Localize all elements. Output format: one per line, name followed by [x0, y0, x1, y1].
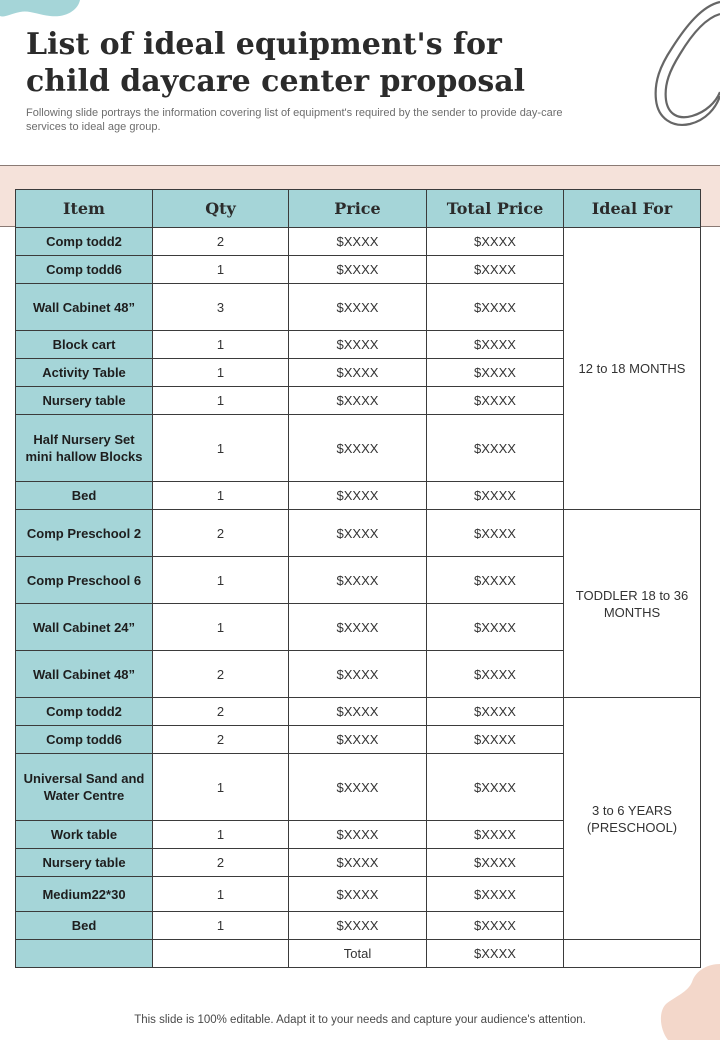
footer-note: This slide is 100% editable. Adapt it to your needs and capture your audience's attention.	[134, 1014, 586, 1026]
total-price-cell: $XXXX	[427, 331, 564, 359]
price-cell: $XXXX	[289, 698, 427, 726]
total-price-cell: $XXXX	[427, 698, 564, 726]
item-cell: Bed	[16, 912, 153, 940]
total-price-cell: $XXXX	[427, 415, 564, 482]
total-price-cell: $XXXX	[427, 359, 564, 387]
qty-cell: 2	[153, 726, 289, 754]
price-cell: $XXXX	[289, 415, 427, 482]
column-header-item: Item	[16, 190, 153, 228]
qty-cell: 2	[153, 228, 289, 256]
item-cell: Nursery table	[16, 849, 153, 877]
item-cell: Wall Cabinet 24”	[16, 604, 153, 651]
total-price-cell: $XXXX	[427, 821, 564, 849]
qty-cell: 1	[153, 821, 289, 849]
total-price-cell: $XXXX	[427, 849, 564, 877]
total-price-cell: $XXXX	[427, 912, 564, 940]
total-price-cell: $XXXX	[427, 228, 564, 256]
table-row	[16, 698, 701, 726]
qty-cell: 2	[153, 849, 289, 877]
item-cell: Comp todd2	[16, 698, 153, 726]
price-cell: $XXXX	[289, 331, 427, 359]
item-cell: Comp todd2	[16, 228, 153, 256]
qty-cell: 1	[153, 331, 289, 359]
total-price-cell: $XXXX	[427, 256, 564, 284]
item-cell: Universal Sand and Water Centre	[16, 754, 153, 821]
decorative-loop-outline	[620, 0, 720, 150]
total-price-cell: $XXXX	[427, 754, 564, 821]
price-cell: $XXXX	[289, 912, 427, 940]
table-row	[16, 228, 701, 256]
item-cell: Comp todd6	[16, 256, 153, 284]
ideal-for-cell: TODDLER 18 to 36 MONTHS	[564, 510, 701, 698]
ideal-for-cell: 3 to 6 YEARS (PRESCHOOL)	[564, 698, 701, 940]
qty-cell: 1	[153, 557, 289, 604]
decorative-peach-blob	[658, 960, 720, 1040]
total-price-cell: $XXXX	[427, 284, 564, 331]
item-cell: Half Nursery Set mini hallow Blocks	[16, 415, 153, 482]
total-price-cell: $XXXX	[427, 387, 564, 415]
total-price-cell: $XXXX	[427, 877, 564, 912]
total-row-blank-item	[16, 940, 153, 968]
page-subtitle: Following slide portrays the information covering list of equipment's required by the sender to provide day-care services to ideal age group.	[26, 107, 563, 133]
total-price-cell: $XXXX	[427, 651, 564, 698]
decorative-teal-blob	[0, 0, 80, 20]
table-row	[16, 510, 701, 557]
price-cell: $XXXX	[289, 849, 427, 877]
price-cell: $XXXX	[289, 510, 427, 557]
qty-cell: 1	[153, 754, 289, 821]
qty-cell: 2	[153, 510, 289, 557]
qty-cell: 1	[153, 877, 289, 912]
qty-cell: 1	[153, 482, 289, 510]
item-cell: Comp todd6	[16, 726, 153, 754]
total-row-blank-qty	[153, 940, 289, 968]
total-price-cell: $XXXX	[427, 726, 564, 754]
qty-cell: 2	[153, 651, 289, 698]
total-price-cell: $XXXX	[427, 510, 564, 557]
item-cell: Medium22*30	[16, 877, 153, 912]
qty-cell: 1	[153, 387, 289, 415]
qty-cell: 1	[153, 359, 289, 387]
column-header-total-price: Total Price	[427, 190, 564, 228]
total-label: Total	[289, 940, 427, 968]
item-cell: Nursery table	[16, 387, 153, 415]
item-cell: Bed	[16, 482, 153, 510]
price-cell: $XXXX	[289, 387, 427, 415]
price-cell: $XXXX	[289, 482, 427, 510]
qty-cell: 1	[153, 912, 289, 940]
price-cell: $XXXX	[289, 557, 427, 604]
price-cell: $XXXX	[289, 359, 427, 387]
column-header-qty: Qty	[153, 190, 289, 228]
price-cell: $XXXX	[289, 821, 427, 849]
ideal-for-cell: 12 to 18 MONTHS	[564, 228, 701, 510]
equipment-table	[15, 189, 701, 968]
price-cell: $XXXX	[289, 877, 427, 912]
item-cell: Wall Cabinet 48”	[16, 284, 153, 331]
total-price-cell: $XXXX	[427, 482, 564, 510]
price-cell: $XXXX	[289, 651, 427, 698]
item-cell: Work table	[16, 821, 153, 849]
item-cell: Comp Preschool 2	[16, 510, 153, 557]
price-cell: $XXXX	[289, 726, 427, 754]
page-title: List of ideal equipment's for child daycare center proposal	[26, 27, 526, 99]
price-cell: $XXXX	[289, 754, 427, 821]
column-header-ideal-for: Ideal For	[564, 190, 701, 228]
total-price-cell: $XXXX	[427, 557, 564, 604]
qty-cell: 1	[153, 604, 289, 651]
price-cell: $XXXX	[289, 284, 427, 331]
item-cell: Wall Cabinet 48”	[16, 651, 153, 698]
item-cell: Activity Table	[16, 359, 153, 387]
total-price-cell: $XXXX	[427, 604, 564, 651]
qty-cell: 1	[153, 415, 289, 482]
column-header-price: Price	[289, 190, 427, 228]
qty-cell: 1	[153, 256, 289, 284]
table-body	[16, 228, 701, 968]
total-value: $XXXX	[427, 940, 564, 968]
table-header-row	[16, 190, 701, 228]
qty-cell: 2	[153, 698, 289, 726]
item-cell: Block cart	[16, 331, 153, 359]
total-row	[16, 940, 701, 968]
item-cell: Comp Preschool 6	[16, 557, 153, 604]
qty-cell: 3	[153, 284, 289, 331]
price-cell: $XXXX	[289, 604, 427, 651]
price-cell: $XXXX	[289, 256, 427, 284]
price-cell: $XXXX	[289, 228, 427, 256]
